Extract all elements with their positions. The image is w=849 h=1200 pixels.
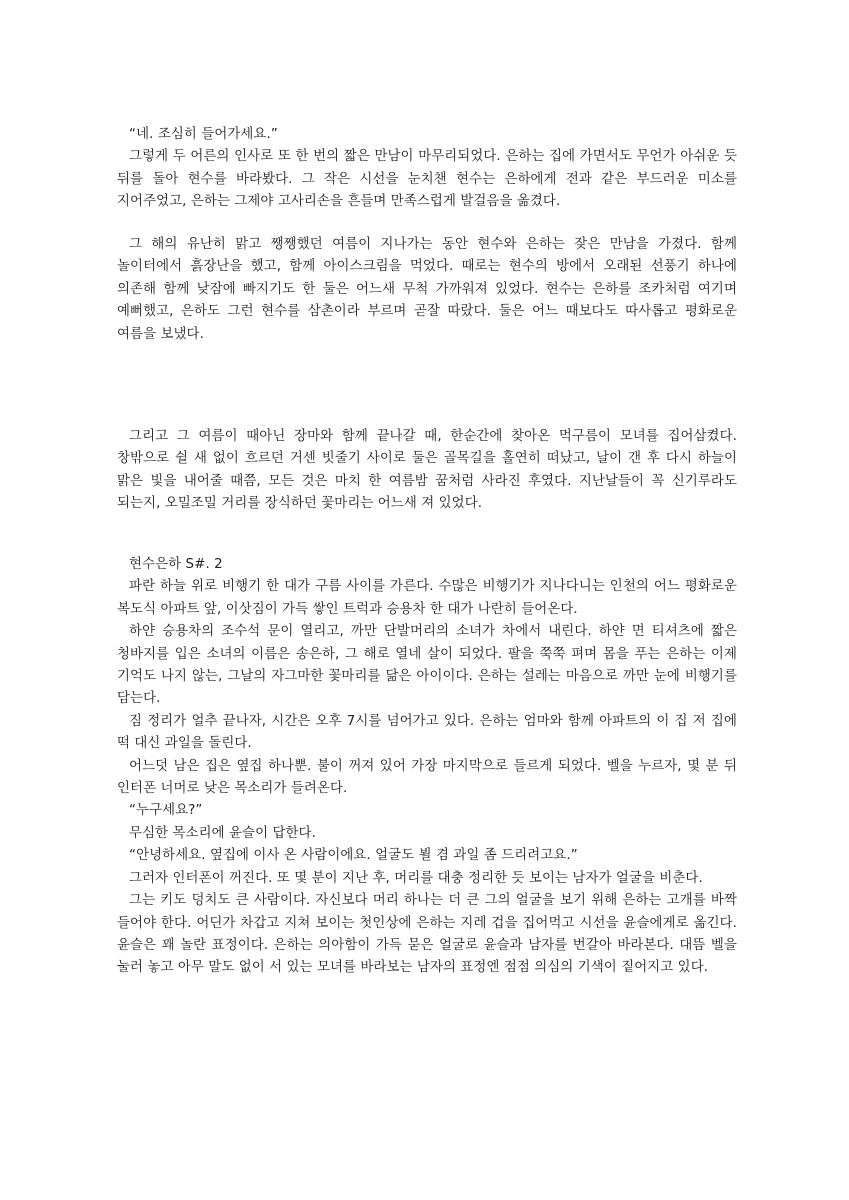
section-2 [117, 234, 737, 346]
section-1 [117, 124, 737, 214]
body-paragraph: 어느덧 남은 집은 옆집 하나뿐. 불이 꺼져 있어 가장 마지막으로 들르게 되었다. 벨을 누르자, 몇 분 뒤 인터폰 너머로 낮은 목소리가 들려온다. [117, 758, 737, 797]
dialogue-paragraph: “네. 조심히 들어가세요.” [129, 127, 278, 142]
dialogue-paragraph: “누구세요?” [129, 803, 203, 819]
body-paragraph: 짐 정리가 얼추 끝나자, 시간은 오후 7시를 넘어가고 있다. 은하는 엄마와 함께 아파트의 이 집 저 집에 떡 대신 과일을 돌린다. [117, 713, 737, 752]
section-4 [117, 554, 737, 980]
body-paragraph: 그리고 그 여름이 때아닌 장마와 함께 끝나갈 때, 한순간에 찾아온 먹구름이 모녀를 집어삼켰다. 창밖으로 쉴 새 없이 흐르던 거센 빗줄기 사이로 둘은 골목길을 홀연히 떠났고, 날이 갠 후 다시 하늘이 맑은 빛을 내어줄 때쯤, 모든 것은 마치 한 여름밤 꿈처럼 사라진 후였다. 지난날들이 꼭 신기루라도 되는지, 오밀조밀 거리를 장식하던 꽃마리는 어느새 져 있었다. [117, 429, 737, 512]
dialogue-paragraph: “안녕하세요. 옆집에 이사 온 사람이에요. 얼굴도 뵐 겸 과일 좀 드리려고요.” [129, 848, 578, 864]
body-paragraph: 그는 키도 덩치도 큰 사람이다. 자신보다 머리 하나는 더 큰 그의 얼굴을 보기 위해 은하는 고개를 바짝 들어야 한다. 어딘가 차갑고 지쳐 보이는 첫인상에 은하는 지레 겁을 집어먹고 시선을 윤슬에게로 옮긴다. 윤슬은 꽤 놀란 표정이다. 은하는 의아함이 가득 묻은 얼굴로 윤슬과 남자를 번갈아 바라본다. 대뜸 벨을 눌러 놓고 아무 말도 없이 서 있는 모녀를 바라보는 남자의 표정엔 점점 의심의 기색이 짙어지고 있다. [117, 893, 737, 976]
body-paragraph: 무심한 목소리에 윤슬이 답한다. [129, 825, 316, 841]
body-paragraph: 파란 하늘 위로 비행기 한 대가 구름 사이를 가른다. 수많은 비행기가 지나다니는 인천의 어느 평화로운 복도식 아파트 앞, 이삿짐이 가득 쌓인 트럭과 승용차 한 대가 나란히 들어온다. [117, 579, 737, 617]
body-paragraph: 그렇게 두 어른의 인사로 또 한 번의 짧은 만남이 마무리되었다. 은하는 집에 가면서도 무언가 아쉬운 듯 뒤를 돌아 현수를 바라봤다. 그 작은 시선을 눈치챈 현수는 은하에게 전과 같은 부드러운 미소를 지어주었고, 은하는 그제야 고사리손을 흔들며 만족스럽게 발걸음을 옮겼다. [117, 149, 737, 210]
body-paragraph: 그 해의 유난히 맑고 쨍쨍했던 여름이 지나가는 동안 현수와 은하는 잦은 만남을 가졌다. 함께 놀이터에서 흙장난을 했고, 함께 아이스크림을 먹었다. 때로는 현수의 방에서 오래된 선풍기 하나에 의존해 함께 낮잠에 빠지기도 한 둘은 어느새 무척 가까워져 있었다. 현수는 은하를 조카처럼 여기며 예뻐했고, 은하도 그런 현수를 삼촌이라 부르며 곧잘 따랐다. 둘은 어느 때보다도 따사롭고 평화로운 여름을 보냈다. [117, 237, 737, 342]
body-paragraph: 그러자 인터폰이 꺼진다. 또 몇 분이 지난 후, 머리를 대충 정리한 듯 보이는 남자가 얼굴을 비춘다. [129, 870, 703, 886]
scene-heading: 현수은하 S#. 2 [129, 557, 223, 572]
section-3 [117, 426, 737, 516]
body-paragraph: 하얀 승용차의 조수석 문이 열리고, 까만 단발머리의 소녀가 차에서 내린다. 하얀 면 티셔츠에 짧은 청바지를 입은 소녀의 이름은 송은하, 그 해로 열네 살이 되었다. 팔을 쭉쭉 펴며 몸을 푸는 은하는 이제 기억도 나지 않는, 그날의 자그마한 꽃마리를 닮은 아이이다. 은하는 설레는 마음으로 까만 눈에 비행기를 담는다. [117, 624, 737, 707]
